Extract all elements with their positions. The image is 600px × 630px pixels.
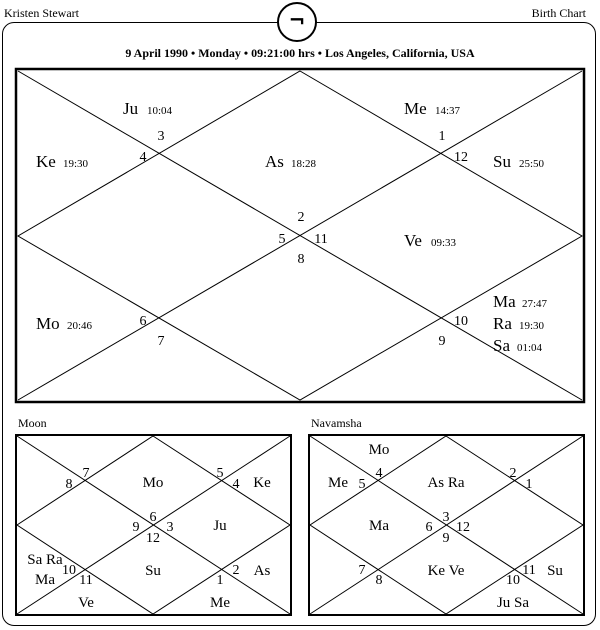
moon-planet: Su <box>145 563 161 579</box>
main-house-number: 8 <box>297 252 305 267</box>
main-house-number: 1 <box>438 129 446 144</box>
moon-planet: Sa Ra <box>27 552 63 568</box>
navamsha-house-number: 9 <box>442 531 450 546</box>
navamsha-house-number: 1 <box>525 477 533 492</box>
planet-ju <box>123 99 173 118</box>
planet-name: Mo <box>36 314 60 333</box>
moon-house-number: 3 <box>166 520 174 535</box>
planet-degree: 19:30 <box>63 158 89 170</box>
moon-house-number: 4 <box>232 477 240 492</box>
main-house-number: 3 <box>157 129 165 144</box>
navamsha-house-number: 12 <box>456 520 470 535</box>
planet-ve <box>404 231 457 250</box>
navamsha-house-number: 8 <box>375 573 383 588</box>
moon-house-number: 8 <box>65 477 73 492</box>
planet-name: Ke <box>36 152 56 171</box>
planet-degree: 25:50 <box>519 158 545 170</box>
moon-planet: Ju <box>213 518 227 534</box>
moon-chart <box>16 435 291 615</box>
navamsha-house-number: 3 <box>442 510 450 525</box>
main-house-number: 6 <box>139 314 147 329</box>
moon-planet: As <box>253 563 271 579</box>
birth-details: 9 April 1990 • Monday • 09:21:00 hrs • Los Angeles, California, USA <box>125 46 475 60</box>
planet-degree: 18:28 <box>291 158 317 170</box>
navamsha-chart <box>309 435 584 615</box>
navamsha-planet: Me <box>328 475 348 491</box>
planet-su <box>493 152 545 171</box>
planet-degree: 10:04 <box>147 105 173 117</box>
navamsha-house-number: 4 <box>375 466 383 481</box>
navamsha-house-number: 11 <box>522 563 536 578</box>
page-title: Birth Chart <box>531 6 586 20</box>
main-house-number: 5 <box>278 232 286 247</box>
main-house-number: 2 <box>297 210 305 225</box>
navamsha-planet: Ke Ve <box>427 563 465 579</box>
person-name: Kristen Stewart <box>4 6 79 20</box>
planet-name: Ma <box>493 292 516 311</box>
moon-house-number: 2 <box>232 563 240 578</box>
navamsha-house-number: 7 <box>358 563 366 578</box>
moon-house-number: 7 <box>82 466 90 481</box>
main-house-number: 9 <box>438 334 446 349</box>
navamsha-planet: Mo <box>368 442 390 458</box>
main-house-number: 11 <box>314 232 328 247</box>
moon-house-number: 6 <box>149 510 157 525</box>
planet-degree: 19:30 <box>519 320 545 332</box>
navamsha-house-number: 2 <box>509 466 517 481</box>
main-house-number: 4 <box>139 150 147 165</box>
navamsha-house-number: 6 <box>425 520 433 535</box>
planet-ke <box>36 152 89 171</box>
moon-planet: Ve <box>78 595 94 611</box>
planet-mo <box>36 314 93 333</box>
logo-symbol: ¬ <box>288 8 306 32</box>
planet-as <box>265 152 317 171</box>
moon-house-number: 12 <box>146 531 160 546</box>
planet-name: Sa <box>493 336 510 355</box>
planet-name: Me <box>404 99 427 118</box>
planet-name: Ve <box>404 231 422 250</box>
planet-name: Su <box>493 152 511 171</box>
navamsha-planet: Su <box>547 563 563 579</box>
planet-degree: 20:46 <box>67 320 93 332</box>
planet-name: Ju <box>123 99 139 118</box>
planet-degree: 14:37 <box>435 105 461 117</box>
planet-ma <box>493 292 548 311</box>
moon-house-number: 1 <box>216 573 224 588</box>
moon-house-number: 11 <box>79 573 93 588</box>
moon-house-number: 5 <box>216 466 224 481</box>
planet-ra <box>493 314 545 333</box>
navamsha-house-number: 5 <box>358 477 366 492</box>
planet-me <box>404 99 461 118</box>
planet-degree: 09:33 <box>431 237 457 249</box>
moon-house-number: 10 <box>62 563 76 578</box>
navamsha-planet: As Ra <box>427 475 465 491</box>
planet-name: As <box>265 152 284 171</box>
planet-degree: 27:47 <box>522 298 548 310</box>
moon-planet: Me <box>210 595 230 611</box>
navamsha-planet: Ma <box>369 518 389 534</box>
planet-degree: 01:04 <box>517 342 543 354</box>
planet-sa <box>493 336 543 355</box>
planet-name: Ra <box>493 314 512 333</box>
moon-planet: Mo <box>142 475 164 491</box>
navamsha-house-number: 10 <box>506 573 520 588</box>
main-house-number: 10 <box>454 314 468 329</box>
moon-chart-title: Moon <box>18 416 47 430</box>
moon-planet: Ma <box>35 572 55 588</box>
navamsha-chart-title: Navamsha <box>311 416 362 430</box>
moon-planet: Ke <box>253 475 271 491</box>
main-house-number: 7 <box>157 334 165 349</box>
main-house-number: 12 <box>454 150 468 165</box>
navamsha-planet: Ju Sa <box>496 595 530 611</box>
moon-house-number: 9 <box>132 520 140 535</box>
